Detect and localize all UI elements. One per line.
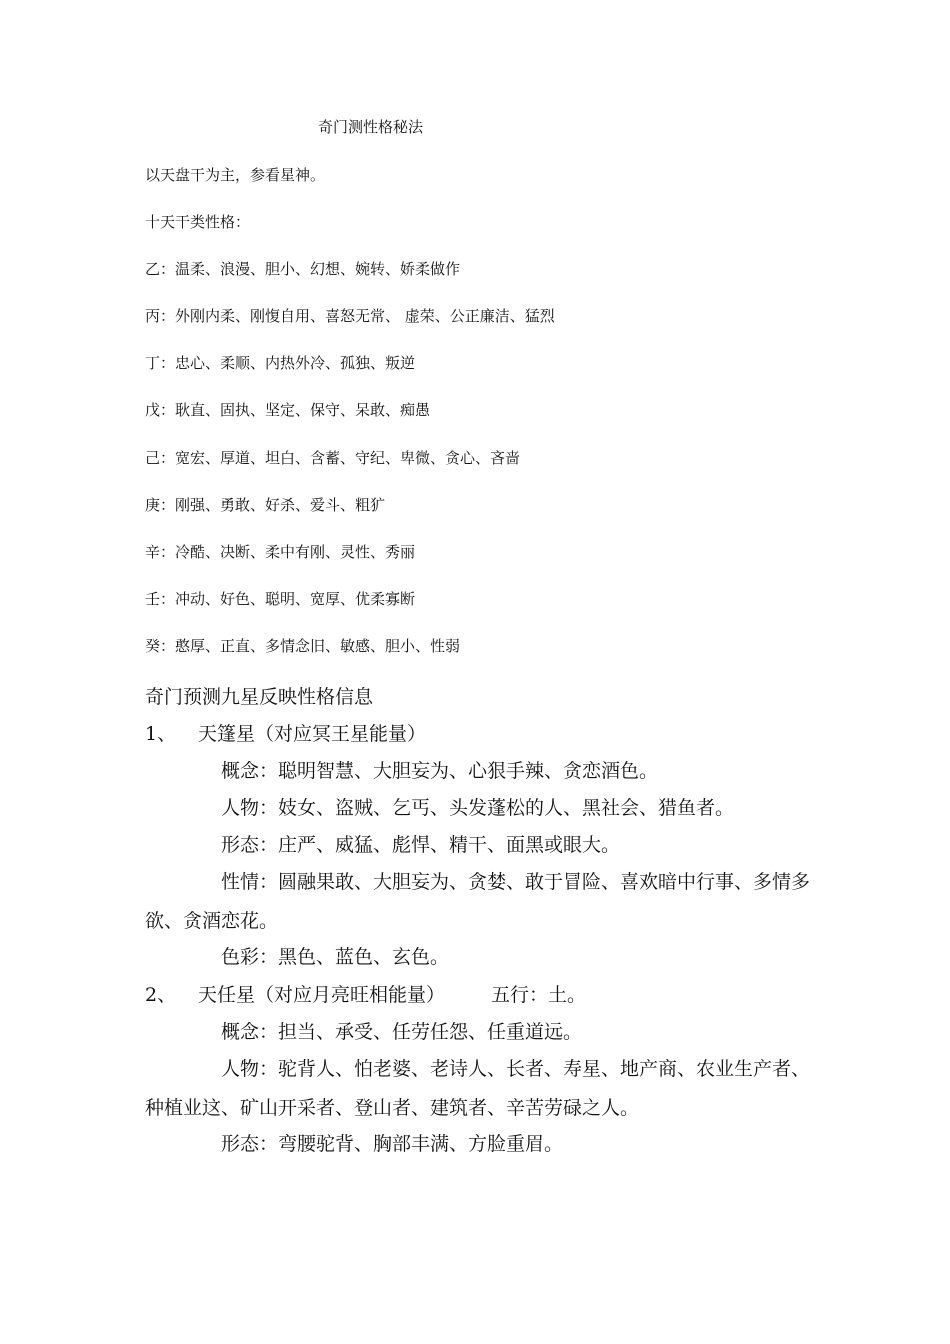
tiangan-item-geng: 庚：刚强、勇敢、好杀、爱斗、粗犷: [145, 496, 386, 514]
tiangan-item-wu: 戊：耿直、固执、坚定、保守、呆敢、痴愚: [145, 401, 431, 419]
star2-number: 2、: [145, 984, 177, 1006]
star1-people: 人物：妓女、盗贼、乞丐、头发蓬松的人、黑社会、猎鱼者。: [221, 797, 735, 819]
tiangan-item-xin: 辛：冷酷、决断、柔中有刚、灵性、秀丽: [145, 543, 416, 561]
star2-people-line2: 种植业这、矿山开采者、登山者、建筑者、辛苦劳碌之人。: [145, 1097, 640, 1119]
tiangan-item-ding: 丁：忠心、柔顺、内热外冷、孤独、叛逆: [145, 354, 416, 372]
tiangan-item-ji: 己：宽宏、厚道、坦白、含蓄、守纪、卑微、贪心、吝啬: [145, 449, 521, 467]
star2-people-line1: 人物：驼背人、怕老婆、老诗人、长者、寿星、地产商、农业生产者、: [221, 1058, 811, 1080]
star1-concept: 概念：聪明智慧、大胆妄为、心狠手辣、贪恋酒色。: [221, 760, 659, 782]
star1-temper-line2: 欲、贪酒恋花。: [145, 910, 279, 932]
tiangan-item-gui: 癸：憨厚、正直、多情念旧、敏感、胆小、性弱: [145, 637, 461, 655]
star2-name: 天任星（对应月亮旺相能量）: [198, 984, 446, 1006]
tiangan-item-bing: 丙：外刚内柔、刚愎自用、喜怒无常、 虚荣、公正廉洁、猛烈: [145, 307, 555, 325]
star2-concept: 概念：担当、承受、任劳任怨、任重道远。: [221, 1021, 583, 1043]
document-title: 奇门测性格秘法: [318, 118, 424, 136]
tiangan-heading: 十天干类性格：: [145, 213, 251, 231]
star1-name: 天篷星（对应冥王星能量）: [198, 723, 427, 745]
tiangan-item-ren: 壬：冲动、好色、聪明、宽厚、优柔寡断: [145, 590, 416, 608]
star1-number: 1、: [145, 723, 177, 745]
star1-temper-line1: 性情：圆融果敢、大胆妄为、贪婪、敢于冒险、喜欢暗中行事、多情多: [221, 871, 811, 893]
star2-wuxing: 五行：土。: [491, 984, 587, 1006]
jiuxing-heading: 奇门预测九星反映性格信息: [145, 686, 374, 708]
intro-text: 以天盘干为主，参看星神。: [145, 166, 326, 184]
star1-color: 色彩：黑色、蓝色、玄色。: [221, 946, 450, 968]
star1-form: 形态：庄严、威猛、彪悍、精干、面黑或眼大。: [221, 834, 621, 856]
tiangan-item-yi: 乙：温柔、浪漫、胆小、幻想、婉转、娇柔做作: [145, 260, 461, 278]
star2-form: 形态：弯腰驼背、胸部丰满、方脸重眉。: [221, 1133, 564, 1155]
